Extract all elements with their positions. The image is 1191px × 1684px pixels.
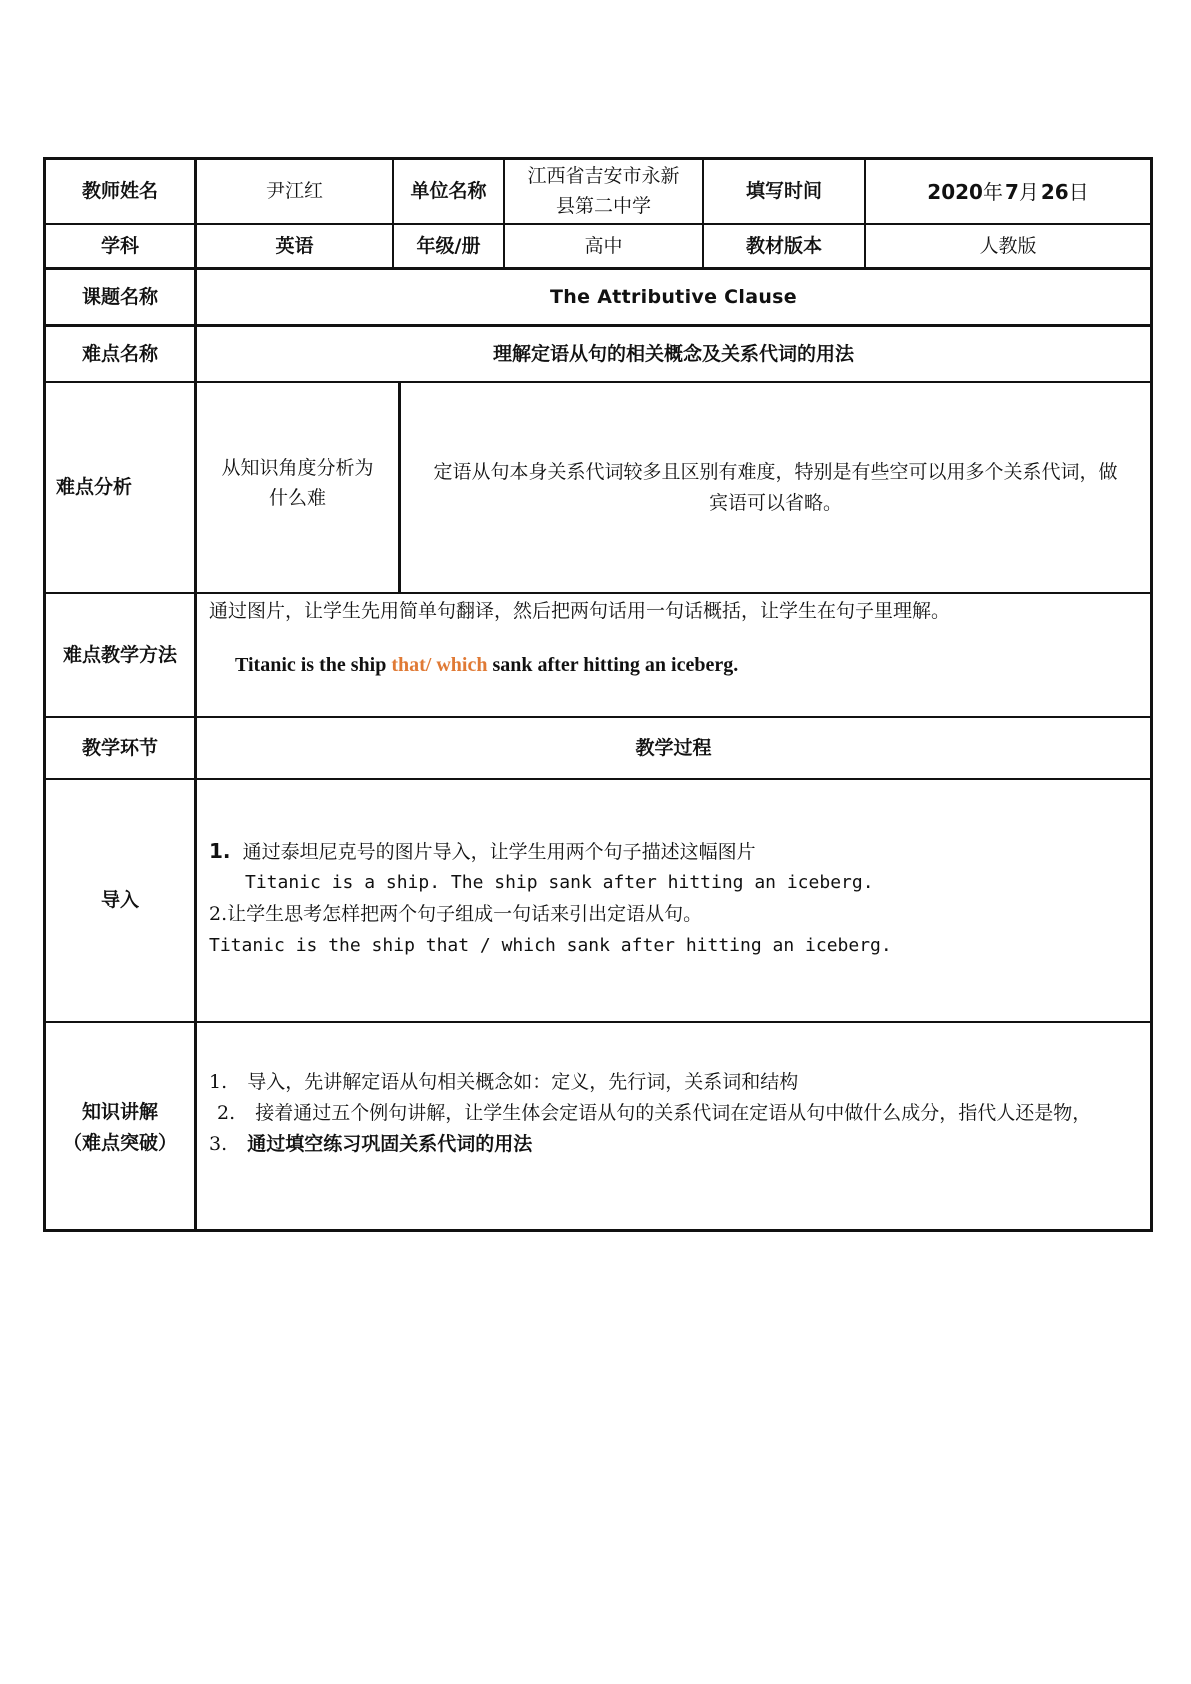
intro-item-1-num: 1. — [209, 839, 231, 863]
knowledge-label-line-1: 知识讲解 — [81, 1101, 158, 1124]
intro-item-1-example: Titanic is a ship. The ship sank after hitting an iceberg. — [245, 872, 874, 893]
fill-time-month-unit: 月 — [1018, 179, 1039, 204]
process-label: 教学过程 — [635, 736, 712, 759]
method-example-pre: Titanic is the ship — [235, 654, 392, 676]
knowledge-item-2-text: 接着通过五个例句讲解，让学生体会定语从句的关系代词在定语从句中做什么成分，指代人还是物， — [255, 1102, 1092, 1124]
analysis-sub-label-line-2: 什么难 — [268, 487, 326, 509]
subject-value: 英语 — [275, 234, 314, 257]
fill-time-label: 填写时间 — [745, 180, 822, 203]
analysis-sub-label-line-1: 从知识角度分析为 — [221, 456, 374, 479]
fill-time-month: 7 — [1004, 179, 1019, 204]
teacher-name-value: 尹江红 — [265, 180, 323, 203]
analysis-text-line-2: 宾语可以省略。 — [708, 491, 842, 514]
difficulty-label: 难点名称 — [81, 342, 158, 365]
subject-label: 学科 — [100, 234, 139, 257]
edition-value: 人教版 — [979, 234, 1037, 257]
fill-time-year: 2020 — [927, 179, 983, 204]
edition-label: 教材版本 — [745, 234, 822, 257]
intro-item-1 — [209, 836, 756, 867]
method-example-highlight: that/ which — [391, 654, 488, 676]
method-label: 难点教学方法 — [62, 643, 177, 666]
topic-value: The Attributive Clause — [550, 285, 797, 308]
grade-label: 年级/册 — [416, 234, 481, 257]
topic-label: 课题名称 — [81, 285, 158, 308]
fill-time-day-unit: 日 — [1068, 179, 1089, 204]
method-line-1: 通过图片，让学生先用简单句翻译，然后把两句话用一句话概括，让学生在句子里理解。 — [209, 600, 951, 622]
process-step-label: 教学环节 — [81, 736, 158, 759]
knowledge-item-1-num: 1. — [209, 1071, 228, 1093]
knowledge-label — [46, 1023, 194, 1232]
unit-name-label: 单位名称 — [410, 180, 487, 203]
unit-name-line-1: 江西省吉安市永新 — [527, 165, 680, 188]
analysis-text-line-1: 定语从句本身关系代词较多且区别有难度，特别是有些空可以用多个关系代词，做 — [433, 461, 1118, 484]
grade-value: 高中 — [584, 234, 623, 257]
difficulty-value: 理解定语从句的相关概念及关系代词的用法 — [492, 342, 854, 365]
knowledge-item-2 — [217, 1099, 1091, 1128]
knowledge-item-1 — [209, 1068, 798, 1097]
fill-time-value — [866, 160, 1150, 223]
knowledge-item-3-text: 通过填空练习巩固关系代词的用法 — [247, 1133, 533, 1155]
analysis-text — [401, 383, 1150, 592]
knowledge-item-3 — [209, 1130, 532, 1159]
intro-item-2: 2.让学生思考怎样把两个句子组成一句话来引出定语从句。 — [209, 903, 703, 925]
intro-content — [197, 780, 1150, 1021]
fill-time-day: 26 — [1040, 179, 1069, 204]
unit-name-line-2: 县第二中学 — [555, 194, 651, 217]
knowledge-item-3-num: 3. — [209, 1133, 228, 1155]
lesson-plan-table — [43, 157, 1153, 1232]
knowledge-content — [197, 1023, 1150, 1232]
unit-name-value — [505, 160, 702, 223]
analysis-label: 难点分析 — [56, 476, 133, 499]
method-example-post: sank after hitting an iceberg. — [487, 654, 739, 676]
intro-item-2-example: Titanic is the ship that / which sank after hitting an iceberg. — [209, 935, 892, 956]
analysis-sub-label — [197, 383, 398, 583]
knowledge-item-2-num: 2. — [217, 1102, 236, 1124]
intro-item-1-text: 通过泰坦尼克号的图片导入，让学生用两个句子描述这幅图片 — [242, 841, 756, 863]
fill-time-year-unit: 年 — [982, 179, 1003, 204]
intro-label: 导入 — [100, 889, 139, 912]
teacher-name-label: 教师姓名 — [81, 180, 158, 203]
method-content — [197, 594, 1150, 716]
knowledge-label-line-2: （难点突破） — [62, 1131, 177, 1154]
knowledge-item-1-text: 导入，先讲解定语从句相关概念如：定义，先行词，关系词和结构 — [247, 1071, 799, 1093]
method-example — [235, 650, 738, 680]
